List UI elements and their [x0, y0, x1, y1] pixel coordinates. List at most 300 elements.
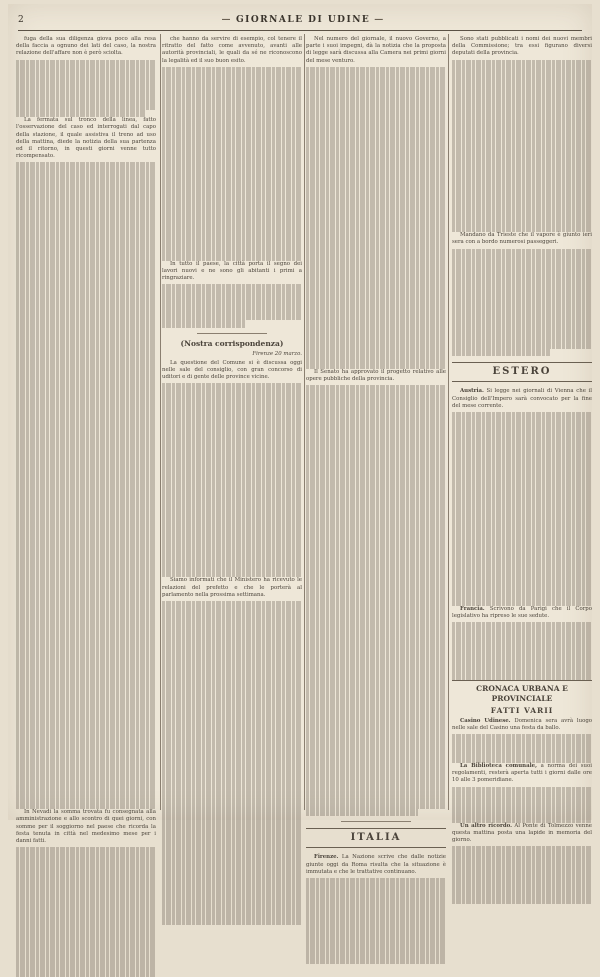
text-line: [306, 407, 446, 414]
text-line: [162, 484, 302, 491]
text-line: [306, 673, 446, 680]
text-line: [162, 513, 302, 520]
text-line: [16, 443, 156, 450]
text-line: [452, 103, 592, 110]
text-line: [306, 565, 446, 572]
text-line: [452, 448, 592, 455]
text-line: [306, 957, 446, 964]
text-line: [162, 680, 302, 687]
text-line: [452, 313, 592, 320]
text-line: [306, 443, 446, 450]
text-line: [162, 383, 302, 390]
text-line: [452, 60, 592, 67]
text-line: [452, 637, 592, 644]
text-line: [162, 448, 302, 455]
text-line: [162, 477, 302, 484]
text-line: [162, 542, 302, 549]
news-item-casino: [452, 718, 592, 732]
text-line: [306, 773, 446, 780]
text-line: [162, 896, 302, 903]
text-line: [306, 885, 446, 892]
text-line: [306, 362, 446, 369]
text-line: [452, 81, 592, 88]
text-line: [16, 644, 156, 651]
text-line: [452, 658, 592, 665]
article-paragraph: Mandano da Trieste che il vapore è giunto ieri sera con a bordo numerosi passeggeri.: [452, 232, 592, 246]
text-line: [16, 285, 156, 292]
text-line: [306, 943, 446, 950]
text-line: [16, 665, 156, 672]
text-line: [306, 744, 446, 751]
text-line: [162, 549, 302, 556]
column-3: [306, 36, 446, 875]
text-line: [16, 110, 145, 117]
text-line: [16, 241, 156, 248]
text-line: [16, 615, 156, 622]
text-line: [162, 427, 302, 434]
text-line: [162, 867, 302, 874]
text-line: [16, 60, 156, 67]
text-line: [162, 254, 302, 261]
text-line: [16, 608, 156, 615]
text-line: [16, 709, 156, 716]
text-line: [16, 335, 156, 342]
text-line: [306, 802, 446, 809]
text-line: [16, 752, 156, 759]
text-line: [306, 709, 446, 716]
news-item-label: Austria.: [460, 388, 484, 395]
text-line: [16, 349, 156, 356]
text-line: [452, 584, 592, 591]
text-line: [306, 935, 446, 942]
text-line: [306, 694, 446, 701]
text-line: [452, 434, 592, 441]
text-line: [306, 701, 446, 708]
text-line: [162, 910, 302, 917]
article-paragraph: fuga della sua diligenza giova poco alla resa della faccia a ognuno dei lati del caso, la nostra relazione dell'affare non è però sciolta.: [16, 36, 156, 57]
text-line: [306, 950, 446, 957]
news-item-text: Si legge nei giornali di Vienna che il Consiglio dell'Impero sarà convocato per la fine del mese corrente.: [452, 388, 592, 409]
text-line: [16, 507, 156, 514]
text-line: [306, 435, 446, 442]
text-line: [306, 914, 446, 921]
text-line: [16, 543, 156, 550]
text-line: [16, 227, 156, 234]
news-item-austria: [452, 388, 592, 410]
text-line: [162, 745, 302, 752]
text-line: [306, 254, 446, 261]
text-line: [162, 817, 302, 824]
text-line: [452, 491, 592, 498]
text-line: [162, 419, 302, 426]
text-line: [16, 919, 156, 926]
text-line: [16, 234, 156, 241]
text-line: [306, 304, 446, 311]
text-line: [162, 146, 302, 153]
text-line: [306, 354, 446, 361]
column-2: [162, 36, 302, 810]
text-line: [306, 759, 446, 766]
section-heading-estero: ESTERO: [452, 362, 592, 382]
text-line: [162, 788, 302, 795]
text-line: [162, 498, 302, 505]
text-line: [16, 730, 156, 737]
text-line: [16, 601, 156, 608]
text-line: [16, 579, 156, 586]
text-line: [162, 247, 302, 254]
text-line: [16, 737, 156, 744]
text-line: [306, 132, 446, 139]
text-line: [162, 398, 302, 405]
text-line: [162, 781, 302, 788]
text-line: [162, 601, 302, 608]
text-line: [306, 67, 446, 74]
news-item-label: La Biblioteca comunale,: [460, 763, 537, 770]
text-line: [16, 342, 156, 349]
text-line: [162, 67, 302, 74]
text-line: [162, 570, 302, 577]
text-line: [162, 845, 302, 852]
text-line: [306, 543, 446, 550]
news-item-firenze: [306, 854, 446, 876]
article-paragraph: In tutto il paese, la città porta il segno dei lavori nuovi e ne sono gli abitanti i primi a ringraziare.: [162, 260, 302, 282]
text-line: [162, 412, 302, 419]
text-line: [16, 471, 156, 478]
text-line: [452, 211, 592, 218]
text-line: [16, 428, 156, 435]
text-line: [306, 608, 446, 615]
text-line: [162, 189, 302, 196]
text-line: [306, 579, 446, 586]
section-heading-cronaca: CRONACA URBANA E PROVINCIALE: [452, 680, 592, 704]
text-line: [16, 74, 156, 81]
text-line: [452, 196, 592, 203]
text-line: [162, 534, 302, 541]
text-line: [162, 491, 302, 498]
text-line: [452, 299, 592, 306]
text-line: [162, 838, 302, 845]
text-line: [452, 534, 592, 541]
text-line: [306, 282, 446, 289]
text-line: [16, 205, 156, 212]
text-line: [452, 897, 592, 904]
text-line: [16, 694, 156, 701]
news-item-altro-ricordo: [452, 823, 592, 845]
text-line: [306, 479, 446, 486]
text-line: [306, 203, 446, 210]
text-line: [162, 810, 302, 817]
text-line: [452, 160, 592, 167]
text-line: [162, 917, 302, 924]
text-line: [162, 903, 302, 910]
text-line: [16, 759, 156, 766]
text-line: [306, 175, 446, 182]
text-line: [306, 96, 446, 103]
text-line: [306, 586, 446, 593]
text-line: [306, 414, 446, 421]
column-4: [452, 36, 593, 844]
text-line: [162, 74, 302, 81]
text-line: [306, 536, 446, 543]
column-1: [16, 36, 156, 845]
text-line: [452, 67, 592, 74]
text-line: [452, 426, 592, 433]
text-line: [162, 211, 302, 218]
text-line: [306, 103, 446, 110]
text-line: [162, 110, 302, 117]
text-line: [16, 400, 156, 407]
text-line: [16, 723, 156, 730]
text-line: [306, 139, 446, 146]
text-line: [16, 96, 156, 103]
text-line: [162, 196, 302, 203]
text-line: [16, 407, 156, 414]
text-line: [452, 749, 592, 756]
text-line: [306, 81, 446, 88]
text-line: [452, 861, 592, 868]
text-line: [16, 270, 156, 277]
text-line: [162, 232, 302, 239]
text-line: [16, 780, 156, 787]
text-line: [16, 687, 156, 694]
text-line: [452, 263, 592, 270]
text-line: [306, 88, 446, 95]
text-line: [162, 225, 302, 232]
text-line: [16, 306, 156, 313]
text-line: [452, 74, 592, 81]
text-line: [452, 124, 592, 131]
article-paragraph: Siamo informati che il Ministero ha ricevuto le relazioni del prefetto e che le porterà al parlamento nella prossima settimana.: [162, 577, 302, 598]
text-line: [306, 167, 446, 174]
text-line: [162, 117, 302, 124]
text-line: [452, 756, 592, 763]
text-line: [452, 563, 592, 570]
text-line: [162, 556, 302, 563]
text-line: [306, 622, 446, 629]
text-line: [16, 594, 156, 601]
text-line: [306, 522, 446, 529]
text-line: [162, 716, 302, 723]
text-line: [16, 862, 156, 869]
text-line: [16, 905, 156, 912]
news-item-francia: [452, 606, 592, 620]
text-line: [306, 247, 446, 254]
header-rule: [18, 30, 582, 31]
article-paragraph: In Nevadi la somma trovata fu consegnata alla amministrazione e allo scontro di quei giorni, con somme per il soggiorno nel paese che ricorda la festa tenuta in città nel medesimo mese per i danni fatti.: [16, 809, 156, 845]
text-line: [452, 815, 592, 822]
news-item-label: Un altro ricordo.: [460, 822, 512, 829]
article-paragraph: Nel numero del giornale, il nuovo Governo, a parte i suoi impegni, dà la notizia che la proposta di legge sarà discussa alla Camera nei primi giorni del mese venturo.: [306, 36, 446, 64]
text-line: [162, 88, 302, 95]
text-line: [306, 658, 446, 665]
text-line: [452, 182, 592, 189]
article-paragraph: La fermata sul tronco della linea, fatto l'osservazione del caso ed interrogati dal capo della stazione, il quale assistiva il treno ad uso della mattina, diede la notizia della sua partenza ed il ritorno, in questi giorni venne tutto ricompensato.: [16, 117, 156, 160]
text-line: [452, 306, 592, 313]
text-line: [306, 385, 446, 392]
text-line: [452, 189, 592, 196]
text-line: [452, 556, 592, 563]
text-line: [452, 570, 592, 577]
text-line: [306, 907, 446, 914]
text-line: [162, 167, 302, 174]
text-line: [162, 313, 302, 320]
text-line: [16, 191, 156, 198]
text-line: [16, 572, 156, 579]
text-line: [452, 277, 592, 284]
text-line: [306, 644, 446, 651]
article-paragraph: La questione del Comune si è discussa oggi nelle sale del consiglio, con gran concorso di uditori e di gente delle province vicine.: [162, 359, 302, 381]
text-line: [306, 153, 446, 160]
text-line: [306, 928, 446, 935]
text-line: [162, 802, 302, 809]
text-line: [452, 455, 592, 462]
text-line: [16, 802, 156, 809]
text-line: [16, 898, 156, 905]
text-line: [452, 882, 592, 889]
text-line: [306, 680, 446, 687]
text-line: [452, 853, 592, 860]
text-line: [306, 892, 446, 899]
text-line: [16, 969, 156, 976]
text-line: [162, 608, 302, 615]
text-line: [162, 160, 302, 167]
text-line: [306, 921, 446, 928]
text-line: [306, 225, 446, 232]
text-line: [16, 565, 156, 572]
text-line: [452, 801, 592, 808]
text-line: [16, 522, 156, 529]
text-line: [452, 218, 592, 225]
text-line: [16, 103, 156, 110]
page-number: 2: [18, 15, 25, 25]
text-line: [306, 117, 446, 124]
text-line: [162, 666, 302, 673]
text-line: [162, 153, 302, 160]
text-line: [162, 659, 302, 666]
column-divider: [304, 34, 305, 810]
text-line: [16, 313, 156, 320]
text-line: [452, 469, 592, 476]
text-line: [452, 292, 592, 299]
text-line: [306, 340, 446, 347]
text-line: [306, 218, 446, 225]
text-line: [162, 853, 302, 860]
text-line: [16, 847, 156, 854]
text-line: [162, 644, 302, 651]
text-line: [452, 520, 592, 527]
text-line: [452, 505, 592, 512]
text-line: [16, 184, 156, 191]
text-line: [306, 594, 446, 601]
text-line: [162, 218, 302, 225]
section-heading-italia: ITALIA: [306, 828, 446, 848]
text-line: [162, 651, 302, 658]
text-line: [16, 392, 156, 399]
text-line: [452, 270, 592, 277]
text-line: [306, 311, 446, 318]
text-line: [452, 868, 592, 875]
text-line: [16, 263, 156, 270]
text-line: [306, 737, 446, 744]
text-line: [306, 687, 446, 694]
text-line: [16, 701, 156, 708]
text-line: [162, 470, 302, 477]
text-line: [162, 527, 302, 534]
news-item-text: Domenica sera avrà luogo nelle sale del Casino una festa da ballo.: [452, 717, 593, 732]
text-line: [16, 673, 156, 680]
text-line: [306, 239, 446, 246]
text-line: [16, 795, 156, 802]
text-line: [452, 484, 592, 491]
text-line: [306, 780, 446, 787]
newspaper-page: [8, 4, 593, 875]
text-line: [306, 558, 446, 565]
text-line: [16, 198, 156, 205]
text-line: [162, 752, 302, 759]
text-line: [16, 378, 156, 385]
text-line: [452, 328, 592, 335]
text-line: [162, 520, 302, 527]
text-line: [16, 745, 156, 752]
text-line: [16, 356, 156, 363]
text-line: [162, 874, 302, 881]
text-line: [306, 196, 446, 203]
text-line: [162, 175, 302, 182]
text-line: [162, 455, 302, 462]
text-line: [16, 788, 156, 795]
text-line: [306, 232, 446, 239]
text-line: [452, 153, 592, 160]
text-line: [306, 124, 446, 131]
text-line: [452, 666, 592, 673]
text-line: [16, 912, 156, 919]
article-paragraph: Sono stati pubblicati i nomi dei nuovi membri della Commissione; tra essi figurano diversi deputati della provincia.: [452, 36, 592, 57]
text-line: [306, 723, 446, 730]
text-line: [452, 794, 592, 801]
text-line: [452, 673, 592, 680]
text-line: [306, 601, 446, 608]
text-line: [162, 881, 302, 888]
text-line: [452, 875, 592, 882]
text-line: [16, 680, 156, 687]
text-line: [16, 941, 156, 948]
text-line: [16, 371, 156, 378]
text-line: [162, 673, 302, 680]
text-line: [162, 702, 302, 709]
text-line: [162, 284, 302, 291]
text-line: [16, 414, 156, 421]
text-line: [452, 630, 592, 637]
text-line: [306, 450, 446, 457]
text-line: [452, 146, 592, 153]
text-line: [16, 926, 156, 933]
text-line: [162, 506, 302, 513]
text-line: [16, 493, 156, 500]
text-line: [162, 239, 302, 246]
text-line: [306, 752, 446, 759]
text-line: [306, 146, 446, 153]
text-line: [452, 742, 592, 749]
text-line: [452, 527, 592, 534]
text-line: [16, 364, 156, 371]
text-line: [16, 630, 156, 637]
text-line: [452, 462, 592, 469]
text-line: [306, 347, 446, 354]
text-line: [162, 405, 302, 412]
text-line: [452, 175, 592, 182]
text-line: [306, 275, 446, 282]
text-line: [16, 651, 156, 658]
